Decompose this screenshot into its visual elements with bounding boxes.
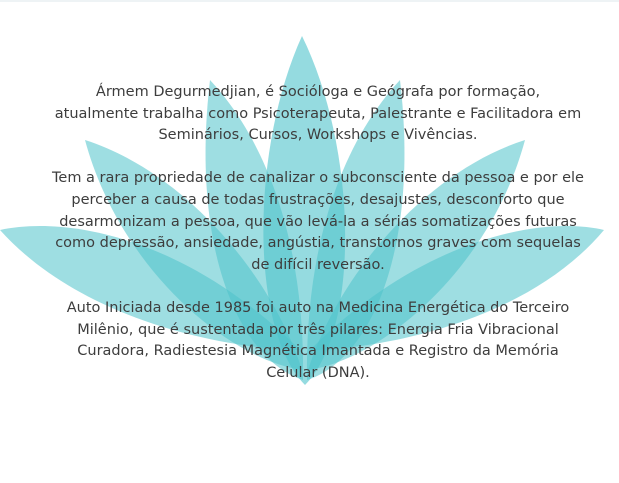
bio-text-block — [52, 82, 584, 384]
bio-paragraph-medicine: Auto Iniciada desde 1985 foi auto na Medicina Energética do Terceiro Milênio, que é sustentada por três pilares: Energia Fria Vibracional Curadora, Radiestesia Magnética Imantada e Registro da Memória Celular (DNA). — [66, 299, 570, 381]
bio-paragraph-ability: Tem a rara propriedade de canalizar o subconsciente da pessoa e por ele perceber a causa de todas frustrações, desajustes, desconforto que desarmonizam a pessoa, que vão levá-la a sérias somatizações futuras como depressão, ansiedade, angústia, transtornos graves com sequelas de difícil reversão. — [52, 170, 584, 273]
bio-paragraph-intro: Ármem Degurmedjian, é Socióloga e Geógrafa por formação, atualmente trabalha como Psicoterapeuta, Palestrante e Facilitadora em Seminários, Cursos, Workshops e Vivências. — [54, 84, 582, 144]
